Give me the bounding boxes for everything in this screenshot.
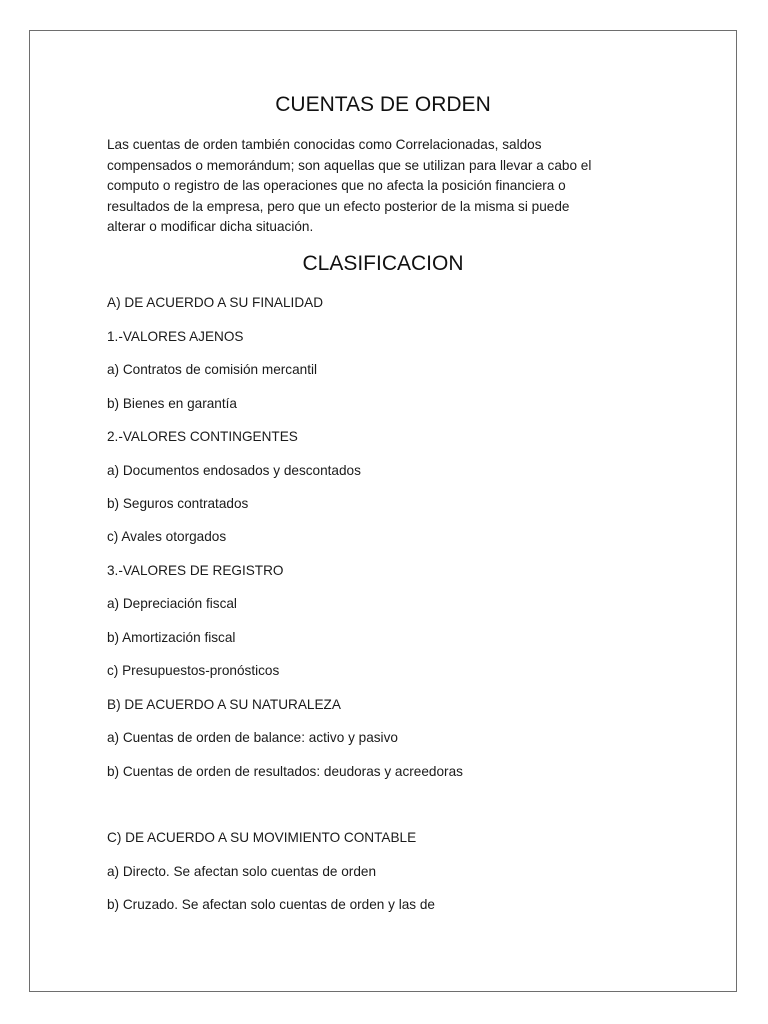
list-item: b) Bienes en garantía [107,396,237,411]
list-item: a) Depreciación fiscal [107,596,237,611]
list-item: b) Seguros contratados [107,496,249,511]
list-item: b) Cruzado. Se afectan solo cuentas de orden y las de [107,897,435,912]
list-item: a) Cuentas de orden de balance: activo y pasivo [107,730,398,745]
intro-line: Las cuentas de orden también conocidas como Correlacionadas, saldos [107,137,542,152]
heading-c-movimiento-contable: C) DE ACUERDO A SU MOVIMIENTO CONTABLE [107,830,417,845]
list-item: b) Cuentas de orden de resultados: deudoras y acreedoras [107,764,463,779]
section-title: CLASIFICACION [302,252,464,275]
subheading-valores-ajenos: 1.-VALORES AJENOS [107,329,244,344]
subheading-valores-contingentes: 2.-VALORES CONTINGENTES [107,429,298,444]
list-item: a) Contratos de comisión mercantil [107,362,318,377]
intro-line: resultados de la empresa, pero que un efecto posterior de la misma si puede [107,198,570,214]
heading-a-finalidad: A) DE ACUERDO A SU FINALIDAD [107,295,324,310]
subheading-valores-de-registro: 3.-VALORES DE REGISTRO [107,563,284,578]
heading-b-naturaleza: B) DE ACUERDO A SU NATURALEZA [107,697,341,712]
document-page [29,30,737,992]
intro-paragraph [107,135,667,238]
list-item: a) Documentos endosados y descontados [107,463,361,478]
list-item: c) Presupuestos-pronósticos [107,663,280,678]
list-item: a) Directo. Se afectan solo cuentas de orden [107,864,377,879]
list-item: c) Avales otorgados [107,529,227,544]
list-item: b) Amortización fiscal [107,630,236,645]
intro-line: computo o registro de las operaciones que no afecta la posición financiera o [107,178,566,194]
intro-line: compensados o memorándum; son aquellas que se utilizan para llevar a cabo el [107,157,592,173]
intro-line: alterar o modificar dicha situación. [107,219,314,235]
document-title: CUENTAS DE ORDEN [275,93,491,116]
